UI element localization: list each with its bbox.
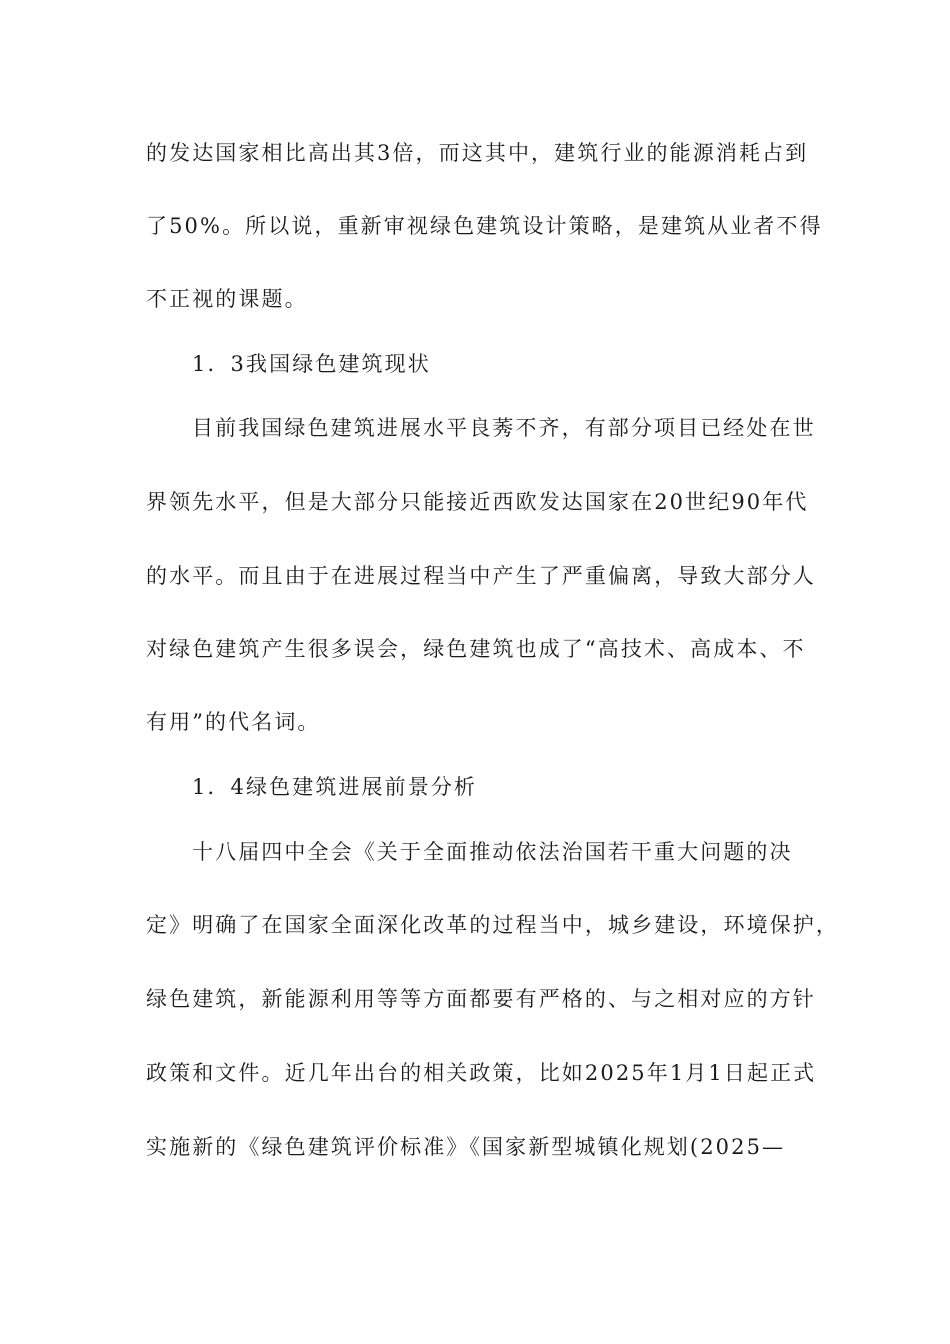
- paragraph-line: 对绿色建筑产生很多误会，绿色建筑也成了“高技术、高成本、不: [146, 637, 806, 661]
- paragraph-line: 界领先水平，但是大部分只能接近西欧发达国家在20世纪90年代: [146, 490, 809, 514]
- paragraph-line: 十八届四中全会《关于全面推动依法治国若干重大问题的决: [192, 840, 793, 864]
- section-heading: 1．4绿色建筑进展前景分析: [192, 775, 478, 799]
- section-heading: 1．3我国绿色建筑现状: [192, 352, 431, 376]
- paragraph-line: 定》明确了在国家全面深化改革的过程当中，城乡建设，环境保护，: [146, 913, 839, 937]
- paragraph-line: 绿色建筑，新能源利用等等方面都要有严格的、与之相对应的方针: [146, 987, 816, 1011]
- paragraph-line: 的水平。而且由于在进展过程当中产生了严重偏离，导致大部分人: [146, 564, 816, 588]
- paragraph-line: 实施新的《绿色建筑评价标准》《国家新型城镇化规划(2025—: [146, 1135, 786, 1159]
- paragraph-line: 的发达国家相比高出其3倍，而这其中，建筑行业的能源消耗占到: [146, 141, 809, 165]
- paragraph-line: 政策和文件。近几年出台的相关政策，比如2025年1月1日起正式: [146, 1061, 817, 1085]
- paragraph-line: 有用”的代名词。: [146, 710, 321, 734]
- paragraph-line: 目前我国绿色建筑进展水平良莠不齐，有部分项目已经处在世: [192, 416, 816, 440]
- paragraph-line: 了50%。所以说，重新审视绿色建筑设计策略，是建筑从业者不得: [146, 214, 823, 238]
- paragraph-line: 不正视的课题。: [146, 287, 308, 311]
